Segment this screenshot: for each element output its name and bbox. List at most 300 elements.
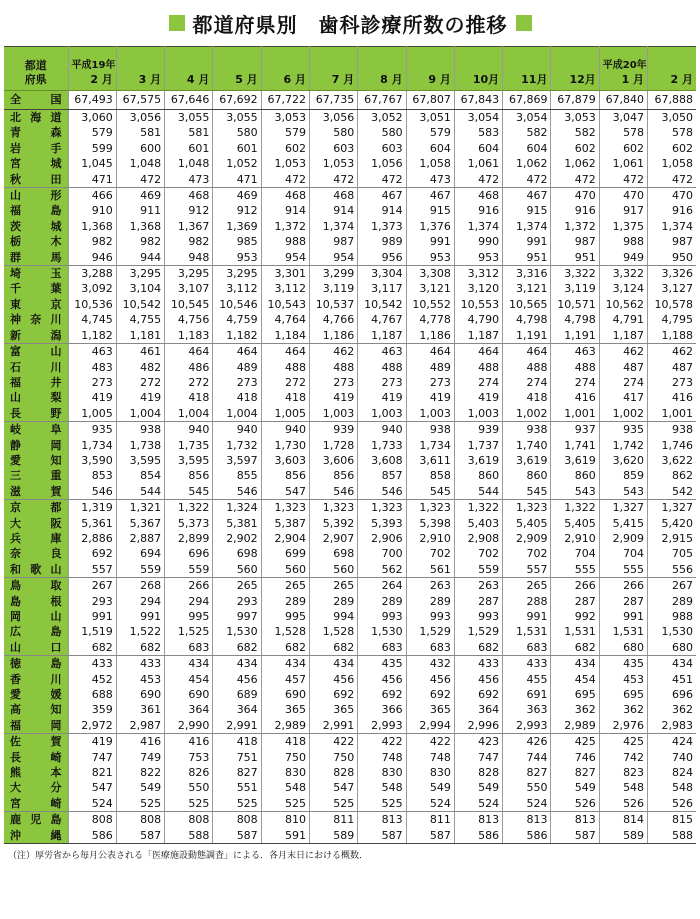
- clinic-count-cell: 451: [672, 672, 693, 686]
- table-row: [4, 234, 696, 249]
- clinic-count-cell: 3,055: [165, 110, 213, 126]
- clinic-count-cell: 2,983: [648, 718, 696, 734]
- clinic-count-cell: 463: [551, 344, 599, 360]
- prefecture-name: 島根: [4, 594, 68, 609]
- month-label: 3 月: [138, 73, 162, 86]
- clinic-count-cell: 1,529: [406, 624, 454, 639]
- clinic-count-cell: 744: [503, 750, 551, 765]
- clinic-count-cell: 702: [454, 546, 502, 561]
- clinic-count-cell: 751: [213, 750, 261, 765]
- month-label: 12月: [569, 73, 596, 86]
- clinic-count-cell: 988: [599, 234, 647, 249]
- clinic-count-cell: 3,052: [358, 110, 406, 126]
- clinic-count-cell: 2,990: [165, 718, 213, 734]
- month-column-header: [551, 47, 599, 91]
- clinic-count-cell: 1,323: [406, 500, 454, 516]
- clinic-count-cell: 67,840: [599, 91, 647, 110]
- clinic-count-cell: 830: [358, 765, 406, 780]
- clinic-count-cell: 915: [406, 203, 454, 218]
- clinic-count-cell: 3,121: [406, 281, 454, 296]
- clinic-count-cell: 265: [261, 578, 309, 594]
- clinic-count-cell: 1,062: [503, 156, 551, 171]
- clinic-count-cell: 991: [116, 609, 164, 624]
- clinic-count-cell: 3,107: [165, 281, 213, 296]
- clinic-count-cell: 579: [68, 125, 116, 140]
- clinic-count-cell: 856: [309, 468, 357, 483]
- clinic-count-cell: 702: [503, 546, 551, 561]
- prefecture-name: 東京: [4, 297, 68, 312]
- month-label: 11月: [521, 73, 548, 86]
- table-row: [4, 266, 696, 282]
- prefecture-name: 新潟: [4, 328, 68, 344]
- clinic-count-cell: 1,735: [165, 438, 213, 453]
- clinic-count-cell: 418: [261, 734, 309, 750]
- clinic-count-cell: 995: [261, 609, 309, 624]
- clinic-count-cell: 4,764: [261, 312, 309, 327]
- era-label: 平成19年: [71, 60, 116, 71]
- clinic-count-cell: 3,590: [68, 453, 116, 468]
- clinic-count-cell: 4,745: [68, 312, 116, 327]
- clinic-count-cell: 1,052: [213, 156, 261, 171]
- clinic-count-cell: 488: [551, 360, 599, 375]
- clinic-count-cell: 696: [165, 546, 213, 561]
- clinic-count-cell: 695: [599, 687, 647, 702]
- table-header: [4, 47, 696, 91]
- prefecture-name: 広島: [4, 624, 68, 639]
- clinic-count-cell: 364: [454, 702, 502, 717]
- clinic-count-cell: 453: [116, 672, 164, 687]
- clinic-count-cell: 704: [551, 546, 599, 561]
- clinic-count-cell: 1,005: [68, 406, 116, 422]
- clinic-count-cell: 914: [261, 203, 309, 218]
- table-row: [4, 594, 696, 609]
- clinic-count-cell: 698: [213, 546, 261, 561]
- table-row: [4, 219, 696, 234]
- clinic-count-cell: 472: [503, 172, 551, 188]
- table-row: [4, 672, 696, 687]
- clinic-count-cell: 1,061: [454, 156, 502, 171]
- clinic-count-cell: 1,045: [68, 156, 116, 171]
- clinic-count-cell: 3,288: [68, 266, 116, 282]
- clinic-count-cell: 1,525: [165, 624, 213, 639]
- clinic-count-cell: 426: [503, 734, 551, 750]
- clinic-count-cell: 1,737: [454, 438, 502, 453]
- clinic-count-cell: 3,055: [213, 110, 261, 126]
- clinic-count-cell: 1,728: [309, 438, 357, 453]
- clinic-count-cell: 860: [454, 468, 502, 483]
- clinic-count-cell: 1,327: [661, 501, 693, 515]
- clinic-count-cell: 524: [454, 796, 502, 812]
- clinic-count-cell: 273: [672, 375, 693, 389]
- clinic-count-cell: 454: [551, 672, 599, 687]
- clinic-count-cell: 488: [309, 360, 357, 375]
- clinic-count-cell: 683: [165, 640, 213, 656]
- clinic-count-cell: 472: [358, 172, 406, 188]
- clinic-count-cell: 827: [551, 765, 599, 780]
- table-row: [4, 546, 696, 561]
- table-row: [4, 812, 696, 828]
- clinic-count-cell: 365: [406, 702, 454, 717]
- clinic-count-cell: 956: [358, 250, 406, 266]
- clinic-count-cell: 274: [454, 375, 502, 390]
- clinic-count-cell: 4,759: [213, 312, 261, 327]
- clinic-count-cell: 859: [599, 468, 647, 483]
- clinic-count-cell: 1,003: [454, 406, 502, 422]
- clinic-count-cell: 526: [551, 796, 599, 812]
- clinic-count-cell: 434: [213, 656, 261, 672]
- clinic-count-cell: 4,767: [358, 312, 406, 327]
- table-row: [4, 297, 696, 312]
- clinic-count-cell: 435: [599, 656, 647, 672]
- clinic-count-cell: 542: [648, 484, 696, 500]
- clinic-count-cell: 418: [261, 390, 309, 405]
- clinic-count-cell: 997: [213, 609, 261, 624]
- table-body: [4, 91, 696, 844]
- clinic-count-cell: 274: [503, 375, 551, 390]
- clinic-count-cell: 10,545: [165, 297, 213, 312]
- clinic-count-cell: 682: [68, 640, 116, 656]
- clinic-count-cell: 67,646: [165, 91, 213, 110]
- prefecture-name: 沖縄: [4, 828, 68, 844]
- clinic-count-cell: 690: [165, 687, 213, 702]
- clinic-count-cell: 954: [261, 250, 309, 266]
- clinic-count-cell: 982: [116, 234, 164, 249]
- clinic-count-cell: 10,536: [68, 297, 116, 312]
- clinic-count-cell: 3,295: [213, 266, 261, 282]
- month-label: 1 月: [621, 73, 645, 86]
- table-row: [4, 250, 696, 266]
- clinic-count-cell: 265: [309, 578, 357, 594]
- clinic-count-cell: 361: [116, 702, 164, 717]
- prefecture-name: 高知: [4, 702, 68, 717]
- clinic-count-cell: 3,092: [68, 281, 116, 296]
- clinic-count-cell: 560: [213, 562, 261, 578]
- clinic-count-cell: 696: [672, 688, 693, 702]
- clinic-count-cell: 544: [454, 484, 502, 500]
- clinic-count-cell: 2,899: [165, 531, 213, 546]
- clinic-count-cell: 688: [68, 687, 116, 702]
- clinic-count-cell: 525: [165, 796, 213, 812]
- month-column-header: [165, 47, 213, 91]
- clinic-count-cell: 830: [261, 765, 309, 780]
- clinic-count-cell: 827: [503, 765, 551, 780]
- clinic-count-cell: 3,316: [503, 266, 551, 282]
- clinic-count-cell: 548: [599, 780, 647, 795]
- clinic-count-cell: 5,405: [503, 516, 551, 531]
- clinic-count-cell: 750: [309, 750, 357, 765]
- dental-clinic-table: [4, 46, 696, 844]
- clinic-count-cell: 828: [454, 765, 502, 780]
- clinic-count-cell: 4,798: [503, 312, 551, 327]
- page-title: 都道府県別 歯科診療所数の推移: [192, 12, 508, 37]
- clinic-count-cell: 682: [551, 640, 599, 656]
- clinic-count-cell: 1,742: [599, 438, 647, 453]
- clinic-count-cell: 826: [165, 765, 213, 780]
- clinic-count-cell: 469: [213, 188, 261, 204]
- clinic-count-cell: 1,186: [406, 328, 454, 344]
- clinic-count-cell: 1,187: [454, 328, 502, 344]
- clinic-count-cell: 1,529: [454, 624, 502, 639]
- clinic-count-cell: 1,001: [648, 406, 696, 422]
- clinic-count-cell: 419: [454, 390, 502, 405]
- clinic-count-cell: 453: [599, 672, 647, 687]
- table-row: [4, 500, 696, 516]
- clinic-count-cell: 3,053: [551, 110, 599, 126]
- clinic-count-cell: 692: [406, 687, 454, 702]
- clinic-count-cell: 423: [454, 734, 502, 750]
- clinic-count-cell: 808: [68, 812, 116, 828]
- clinic-count-cell: 10,542: [358, 297, 406, 312]
- table-row: [4, 281, 696, 296]
- clinic-count-cell: 5,393: [358, 516, 406, 531]
- clinic-count-cell: 991: [68, 609, 116, 624]
- clinic-count-cell: 294: [165, 594, 213, 609]
- clinic-count-cell: 10,578: [654, 297, 693, 311]
- clinic-count-cell: 587: [116, 828, 164, 844]
- clinic-count-cell: 273: [358, 375, 406, 390]
- clinic-count-cell: 548: [261, 780, 309, 795]
- clinic-count-cell: 425: [551, 734, 599, 750]
- prefecture-name: 青森: [4, 125, 68, 140]
- clinic-count-cell: 3,295: [165, 266, 213, 282]
- clinic-count-cell: 264: [358, 578, 406, 594]
- clinic-count-cell: 462: [309, 344, 357, 360]
- prefecture-name: 福島: [4, 203, 68, 218]
- clinic-count-cell: 524: [503, 796, 551, 812]
- clinic-count-cell: 3,051: [406, 110, 454, 126]
- clinic-count-cell: 982: [68, 234, 116, 249]
- clinic-count-cell: 266: [599, 578, 647, 594]
- table-row: [4, 172, 696, 188]
- clinic-count-cell: 579: [261, 125, 309, 140]
- clinic-count-cell: 1,369: [213, 219, 261, 234]
- clinic-count-cell: 822: [116, 765, 164, 780]
- clinic-count-cell: 434: [309, 656, 357, 672]
- clinic-count-cell: 1,056: [358, 156, 406, 171]
- clinic-count-cell: 1,002: [503, 406, 551, 422]
- clinic-count-cell: 3,056: [116, 110, 164, 126]
- clinic-count-cell: 823: [599, 765, 647, 780]
- clinic-count-cell: 550: [165, 780, 213, 795]
- month-column-header: [599, 47, 647, 91]
- table-row: [4, 796, 696, 812]
- clinic-count-cell: 472: [551, 172, 599, 188]
- clinic-count-cell: 990: [454, 234, 502, 249]
- clinic-count-cell: 860: [503, 468, 551, 483]
- clinic-count-cell: 938: [503, 422, 551, 438]
- clinic-count-cell: 452: [68, 672, 116, 687]
- clinic-count-cell: 470: [551, 188, 599, 204]
- table-row: [4, 687, 696, 702]
- clinic-count-cell: 1,376: [406, 219, 454, 234]
- clinic-count-cell: 551: [213, 780, 261, 795]
- clinic-count-cell: 418: [213, 734, 261, 750]
- clinic-count-cell: 587: [406, 828, 454, 844]
- title-bar: [0, 0, 700, 46]
- clinic-count-cell: 1,188: [648, 328, 696, 344]
- clinic-count-cell: 589: [309, 828, 357, 844]
- prefecture-name: 鹿児島: [4, 812, 68, 828]
- clinic-count-cell: 600: [116, 141, 164, 156]
- clinic-count-cell: 67,722: [261, 91, 309, 110]
- clinic-count-cell: 524: [406, 796, 454, 812]
- clinic-count-cell: 821: [68, 765, 116, 780]
- clinic-count-cell: 2,909: [599, 531, 647, 546]
- clinic-count-cell: 682: [261, 640, 309, 656]
- clinic-count-cell: 482: [116, 360, 164, 375]
- clinic-count-cell: 591: [261, 828, 309, 844]
- month-column-header: [503, 47, 551, 91]
- clinic-count-cell: 274: [551, 375, 599, 390]
- clinic-count-cell: 991: [503, 234, 551, 249]
- clinic-count-cell: 472: [648, 172, 696, 188]
- clinic-count-cell: 549: [551, 780, 599, 795]
- clinic-count-cell: 1,738: [116, 438, 164, 453]
- clinic-count-cell: 472: [454, 172, 502, 188]
- clinic-count-cell: 915: [503, 203, 551, 218]
- clinic-count-cell: 689: [213, 687, 261, 702]
- clinic-count-cell: 4,791: [599, 312, 647, 327]
- clinic-count-cell: 525: [116, 796, 164, 812]
- clinic-count-cell: 954: [309, 250, 357, 266]
- clinic-count-cell: 580: [309, 125, 357, 140]
- table-row: [4, 188, 696, 204]
- clinic-count-cell: 747: [68, 750, 116, 765]
- clinic-count-cell: 5,420: [661, 516, 693, 530]
- clinic-count-cell: 1,003: [406, 406, 454, 422]
- clinic-count-cell: 273: [213, 375, 261, 390]
- clinic-count-cell: 1,375: [599, 219, 647, 234]
- clinic-count-cell: 473: [406, 172, 454, 188]
- table-row: [4, 765, 696, 780]
- clinic-count-cell: 1,528: [309, 624, 357, 639]
- clinic-count-cell: 1,322: [454, 500, 502, 516]
- clinic-count-cell: 683: [503, 640, 551, 656]
- clinic-count-cell: 4,795: [661, 313, 693, 327]
- clinic-count-cell: 289: [406, 594, 454, 609]
- prefecture-name: 静岡: [4, 438, 68, 453]
- clinic-count-cell: 951: [503, 250, 551, 266]
- clinic-count-cell: 273: [309, 375, 357, 390]
- clinic-count-cell: 700: [358, 546, 406, 561]
- clinic-count-cell: 5,392: [309, 516, 357, 531]
- prefecture-name: 佐賀: [4, 734, 68, 750]
- clinic-count-cell: 691: [503, 687, 551, 702]
- prefecture-name: 茨城: [4, 219, 68, 234]
- clinic-count-cell: 433: [454, 656, 502, 672]
- clinic-count-cell: 3,611: [406, 453, 454, 468]
- clinic-count-cell: 3,119: [309, 281, 357, 296]
- clinic-count-cell: 683: [406, 640, 454, 656]
- clinic-count-cell: 599: [68, 141, 116, 156]
- clinic-count-cell: 601: [165, 141, 213, 156]
- clinic-count-cell: 547: [261, 484, 309, 500]
- clinic-count-cell: 486: [165, 360, 213, 375]
- clinic-count-cell: 272: [261, 375, 309, 390]
- clinic-count-cell: 67,879: [551, 91, 599, 110]
- clinic-count-cell: 1,530: [213, 624, 261, 639]
- clinic-count-cell: 1,373: [358, 219, 406, 234]
- clinic-count-cell: 993: [358, 609, 406, 624]
- clinic-count-cell: 263: [406, 578, 454, 594]
- clinic-count-cell: 1,053: [309, 156, 357, 171]
- clinic-count-cell: 5,398: [406, 516, 454, 531]
- clinic-count-cell: 1,372: [261, 219, 309, 234]
- clinic-count-cell: 5,405: [551, 516, 599, 531]
- table-row: [4, 312, 696, 327]
- clinic-count-cell: 467: [503, 188, 551, 204]
- table-row: [4, 609, 696, 624]
- clinic-count-cell: 10,552: [406, 297, 454, 312]
- clinic-count-cell: 1,531: [551, 624, 599, 639]
- clinic-count-cell: 4,778: [406, 312, 454, 327]
- clinic-count-cell: 813: [503, 812, 551, 828]
- clinic-count-cell: 2,993: [503, 718, 551, 734]
- prefecture-name: 長野: [4, 406, 68, 422]
- month-label: 5 月: [235, 73, 258, 86]
- clinic-count-cell: 855: [213, 468, 261, 483]
- clinic-count-cell: 586: [503, 828, 551, 844]
- clinic-count-cell: 3,056: [309, 110, 357, 126]
- clinic-count-cell: 272: [165, 375, 213, 390]
- clinic-count-cell: 1,374: [454, 219, 502, 234]
- clinic-count-cell: 692: [358, 687, 406, 702]
- table-row: [4, 422, 696, 438]
- clinic-count-cell: 2,886: [68, 531, 116, 546]
- clinic-count-cell: 993: [406, 609, 454, 624]
- clinic-count-cell: 3,120: [454, 281, 502, 296]
- clinic-count-cell: 746: [551, 750, 599, 765]
- clinic-count-cell: 456: [454, 672, 502, 687]
- clinic-count-cell: 3,595: [116, 453, 164, 468]
- clinic-count-cell: 680: [648, 640, 696, 656]
- clinic-count-cell: 1,323: [309, 500, 357, 516]
- clinic-count-cell: 419: [309, 390, 357, 405]
- clinic-count-cell: 939: [309, 422, 357, 438]
- clinic-count-cell: 2,910: [406, 531, 454, 546]
- clinic-count-cell: 815: [672, 813, 693, 827]
- clinic-count-cell: 366: [358, 702, 406, 717]
- clinic-count-cell: 434: [672, 657, 693, 671]
- clinic-count-cell: 1,372: [551, 219, 599, 234]
- clinic-count-cell: 1,003: [309, 406, 357, 422]
- clinic-count-cell: 362: [551, 702, 599, 717]
- table-row: [4, 125, 696, 140]
- clinic-count-cell: 692: [309, 687, 357, 702]
- clinic-count-cell: 813: [358, 812, 406, 828]
- clinic-count-cell: 488: [358, 360, 406, 375]
- clinic-count-cell: 3,301: [261, 266, 309, 282]
- clinic-count-cell: 1,367: [165, 219, 213, 234]
- clinic-count-cell: 588: [648, 828, 696, 844]
- clinic-count-cell: 272: [116, 375, 164, 390]
- clinic-count-cell: 1,746: [661, 438, 693, 452]
- clinic-count-cell: 694: [116, 546, 164, 561]
- clinic-count-cell: 3,322: [599, 266, 647, 282]
- clinic-count-cell: 586: [454, 828, 502, 844]
- clinic-count-cell: 472: [309, 172, 357, 188]
- clinic-count-cell: 953: [454, 250, 502, 266]
- clinic-count-cell: 67,493: [68, 91, 116, 110]
- clinic-count-cell: 813: [551, 812, 599, 828]
- clinic-count-cell: 988: [672, 610, 693, 623]
- clinic-count-cell: 602: [551, 141, 599, 156]
- clinic-count-cell: 555: [551, 562, 599, 578]
- clinic-count-cell: 67,692: [213, 91, 261, 110]
- prefecture-name: 秋田: [4, 172, 68, 188]
- clinic-count-cell: 2,972: [68, 718, 116, 734]
- clinic-count-cell: 287: [599, 594, 647, 609]
